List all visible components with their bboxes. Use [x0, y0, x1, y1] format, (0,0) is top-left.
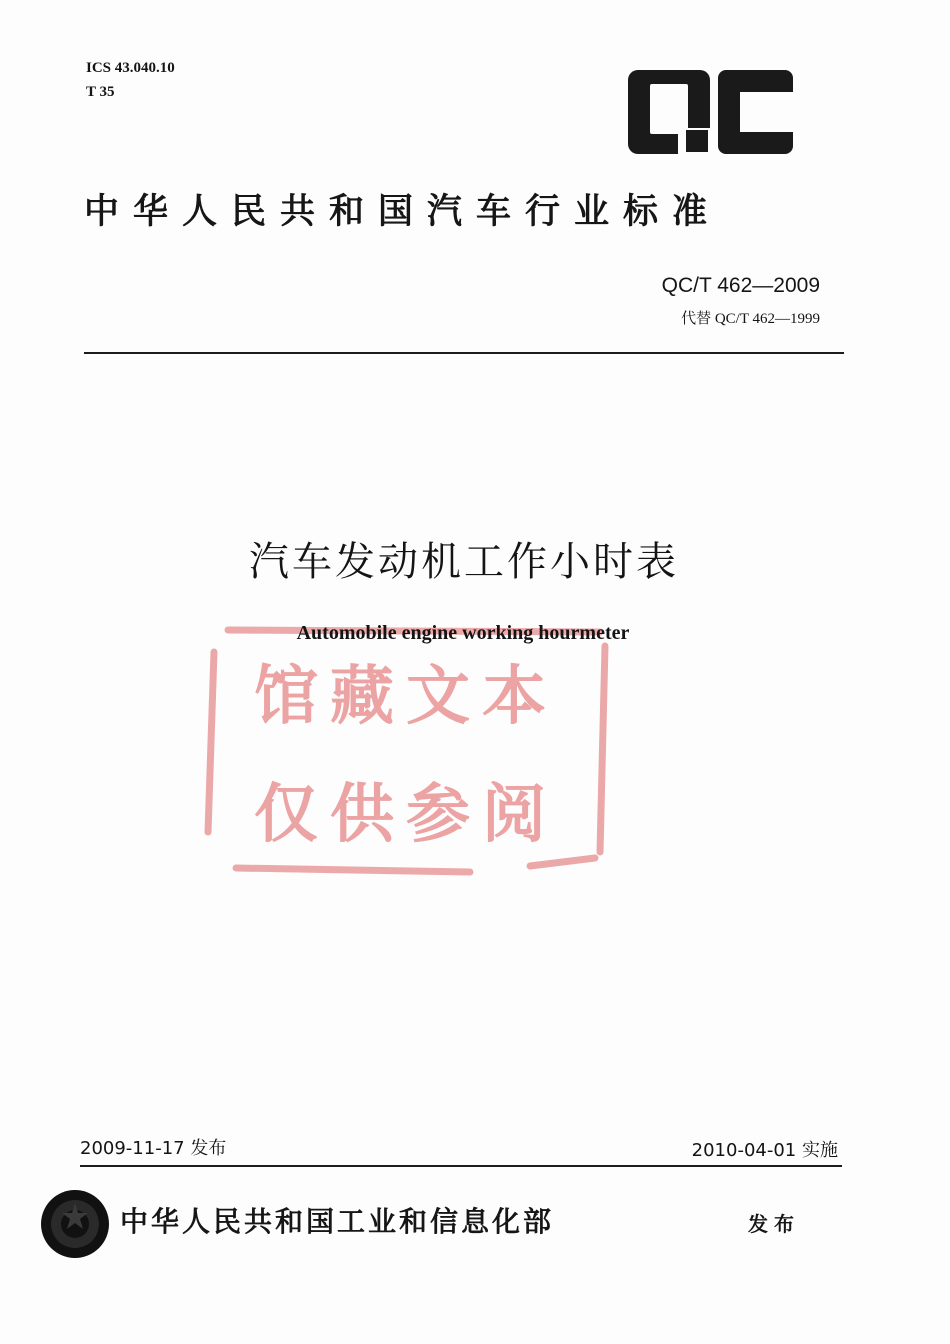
header-divider	[84, 352, 844, 354]
standard-number: QC/T 462—2009	[661, 274, 820, 297]
replaces-standard: 代替 QC/T 462—1999	[681, 311, 820, 327]
issue-date: 2009-11-17 发布	[80, 1138, 227, 1159]
ics-code: ICS 43.040.10	[86, 60, 175, 76]
footer-divider	[80, 1165, 842, 1167]
issue-action: 发布	[748, 1212, 800, 1236]
effective-date: 2010-04-01 实施	[691, 1140, 838, 1161]
industry-standard-heading: 中华人民共和国汽车行业标准	[84, 192, 722, 232]
issuing-ministry: 中华人民共和国工业和信息化部	[120, 1205, 555, 1238]
classification-codes	[86, 56, 175, 104]
document-title-english: Automobile engine working hourmeter	[296, 622, 630, 644]
library-stamp	[200, 622, 612, 878]
document-title-chinese: 汽车发动机工作小时表	[249, 539, 679, 585]
stamp-line-1: 馆藏文本	[254, 660, 558, 734]
stamp-line-2: 仅供参阅	[254, 778, 558, 852]
national-emblem-icon	[40, 1189, 110, 1259]
ccs-code: T 35	[86, 84, 115, 100]
qc-logo	[628, 70, 793, 154]
